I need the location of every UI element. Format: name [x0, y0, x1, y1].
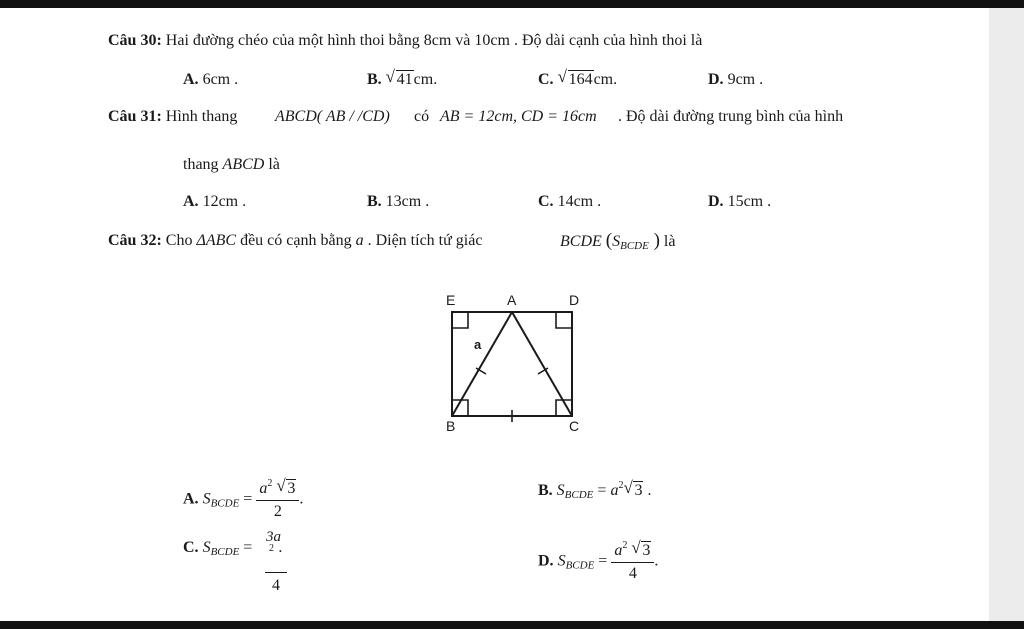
- area-subscript: BCDE: [564, 489, 594, 501]
- vertex-label-a: A: [507, 292, 517, 308]
- q31-text: . Độ dài đường trung bình của hình: [618, 108, 844, 125]
- fraction: [256, 474, 299, 522]
- sqrt: √ 3: [631, 538, 651, 559]
- radicand: 3: [642, 542, 651, 559]
- q30-option-d: [708, 70, 763, 90]
- sqrt: √ 3: [276, 476, 296, 497]
- area-subscript: BCDE: [210, 546, 240, 558]
- triangle-diagram: [440, 290, 590, 440]
- q30-option-a: [183, 70, 238, 90]
- equals-sign: =: [243, 539, 253, 556]
- question-30: [108, 31, 702, 51]
- option-letter: B.: [367, 71, 382, 88]
- top-border: [0, 0, 1024, 8]
- question-32: [108, 231, 482, 251]
- area-subscript: BCDE: [210, 497, 240, 510]
- area-symbol: S: [202, 490, 211, 508]
- q31-text: là: [268, 156, 280, 173]
- q31-text: thang: [183, 156, 219, 173]
- denominator: 4: [628, 565, 637, 582]
- q32-area-symbol: BCDE ($S_{BCDE}$ ) là: [560, 230, 676, 252]
- right-scroll-area[interactable]: [989, 8, 1024, 621]
- exponent: 2: [622, 540, 628, 551]
- question-31-label: Câu 31:: [108, 108, 162, 125]
- q32-expression: a: [355, 232, 364, 249]
- exponent: 2: [618, 480, 624, 491]
- option-value: 9cm .: [727, 71, 764, 88]
- area-symbol: S: [556, 482, 565, 499]
- area-symbol: S: [202, 539, 211, 556]
- vertex-label-d: D: [569, 292, 580, 308]
- q31-text: có: [414, 108, 430, 125]
- radicand: 3: [287, 480, 296, 497]
- fraction: [611, 536, 654, 584]
- q32-text: là: [663, 233, 676, 250]
- option-letter: C.: [183, 539, 199, 556]
- option-value: 14cm .: [557, 193, 602, 210]
- vertex-label-e: E: [446, 292, 456, 308]
- q31-option-b: [367, 192, 429, 212]
- q32-text: . Diện tích tứ giác: [367, 232, 483, 249]
- option-letter: A.: [183, 193, 199, 210]
- q30-option-c: [538, 67, 618, 90]
- exponent: 2: [267, 478, 273, 489]
- q32-expression: BCDE: [560, 233, 602, 250]
- option-letter: B.: [367, 193, 382, 210]
- equals-sign: =: [243, 490, 253, 508]
- option-unit: cm.: [593, 71, 618, 88]
- q31-line2: [183, 155, 280, 175]
- q32-text: đều có cạnh bằng: [240, 232, 352, 249]
- vertex-label-b: B: [446, 418, 456, 434]
- q32-option-b: [538, 476, 651, 505]
- vertex-label-c: C: [569, 418, 580, 434]
- period: .: [654, 552, 659, 570]
- sqrt: √ 3: [623, 478, 643, 499]
- radicand: 41: [396, 71, 413, 88]
- option-letter: B.: [538, 482, 553, 499]
- equals-sign: =: [597, 482, 607, 499]
- q31-text: Hình thang: [165, 108, 238, 125]
- equals-sign: =: [598, 552, 608, 570]
- option-value: 6cm .: [202, 71, 239, 88]
- bottom-border: [0, 621, 1024, 629]
- numerator-base: a: [614, 542, 623, 559]
- option-letter: D.: [708, 193, 724, 210]
- numerator-base: a: [259, 480, 268, 497]
- area-subscript: BCDE: [565, 559, 595, 572]
- q32-option-d: [538, 538, 658, 586]
- area-symbol: S: [557, 552, 566, 570]
- question-30-label: Câu 30:: [108, 32, 162, 49]
- base: a: [610, 482, 619, 499]
- area-subscript: BCDE: [620, 240, 649, 252]
- sqrt: √ 164: [557, 67, 593, 88]
- period: .: [299, 490, 304, 508]
- q31-option-d: [708, 192, 771, 212]
- q31-expression: ABCD: [222, 156, 265, 173]
- sqrt: √ 41: [385, 67, 413, 88]
- denominator: 2: [273, 503, 282, 520]
- numerator: 3a: [266, 529, 281, 545]
- option-letter: A.: [183, 71, 199, 88]
- option-value: 12cm .: [202, 193, 247, 210]
- period: .: [647, 482, 652, 499]
- rectangle-bcde: [452, 312, 572, 416]
- q30-option-b: [367, 67, 438, 90]
- denominator: 4: [272, 577, 280, 594]
- radicand: 164: [568, 71, 593, 88]
- q32-option-a: [183, 476, 303, 524]
- q31-option-a: [183, 192, 246, 212]
- inner-denominator: 2: [269, 543, 274, 554]
- right-angle-d: [556, 312, 572, 328]
- option-value: 13cm .: [385, 193, 430, 210]
- period: .: [278, 539, 283, 556]
- option-letter: A.: [183, 490, 199, 508]
- option-unit: cm.: [413, 71, 438, 88]
- option-letter: D.: [708, 71, 724, 88]
- right-angle-e: [452, 312, 468, 328]
- side-label-a: a: [474, 337, 482, 352]
- option-value: 15cm .: [727, 193, 772, 210]
- radicand: 3: [634, 482, 643, 499]
- question-31: [108, 107, 237, 127]
- q32-text: Cho: [165, 232, 193, 249]
- q31-option-c: [538, 192, 601, 212]
- question-32-label: Câu 32:: [108, 232, 162, 249]
- q31-expression: AB = 12cm, CD = 16cm: [440, 108, 597, 125]
- q31-expression: ABCD( AB / /CD): [275, 108, 390, 125]
- option-letter: C.: [538, 71, 554, 88]
- option-letter: D.: [538, 552, 554, 570]
- option-letter: C.: [538, 193, 554, 210]
- fraction-bar: [265, 572, 287, 573]
- area-symbol: S: [612, 233, 621, 250]
- question-30-text: Hai đường chéo của một hình thoi bằng 8cm và 10cm . Độ dài cạnh của hình thoi là: [165, 32, 703, 49]
- q32-expression: ΔABC: [196, 232, 237, 249]
